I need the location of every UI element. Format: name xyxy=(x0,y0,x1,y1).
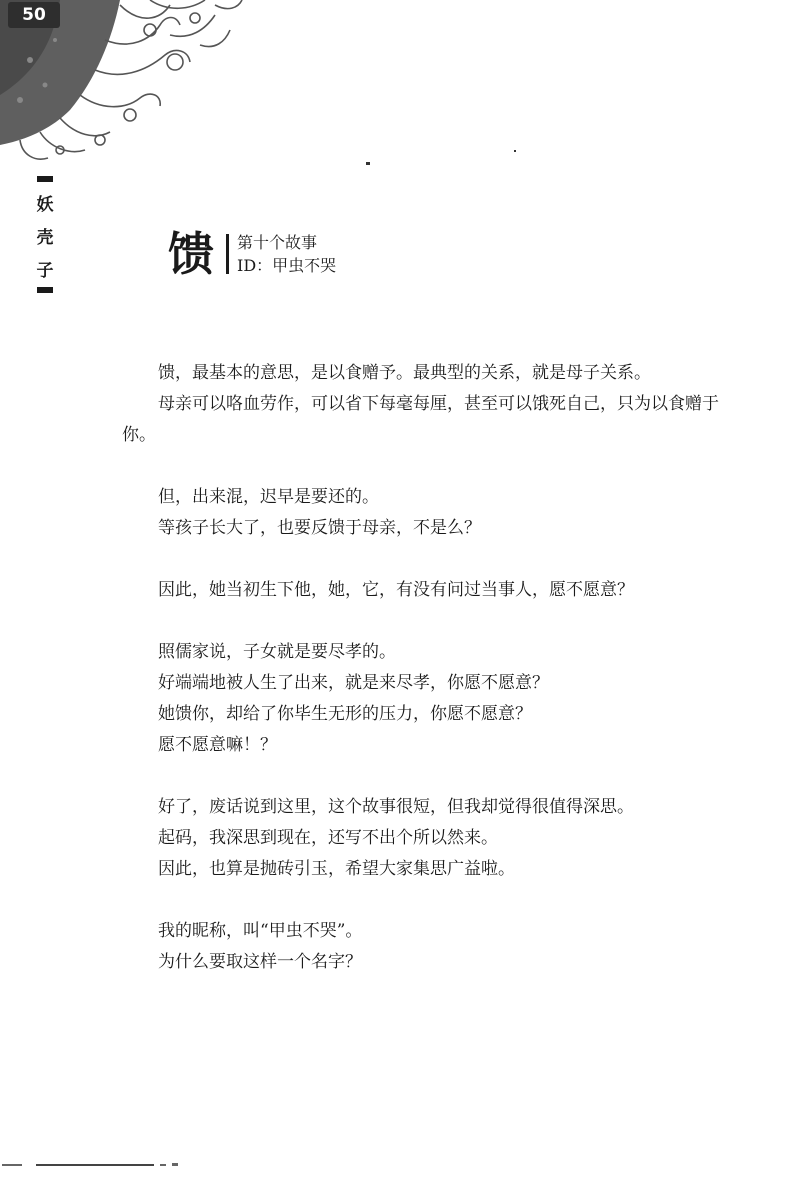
paragraph: 好了，废话说到这里，这个故事很短，但我却觉得很值得深思。 xyxy=(158,797,634,817)
paragraph: 为什么要取这样一个名字？ xyxy=(158,952,362,972)
paragraph: 起码，我深思到现在，还写不出个所以然来。 xyxy=(158,828,498,848)
paragraph: 等孩子长大了，也要反馈于母亲，不是么？ xyxy=(158,518,481,538)
print-speck xyxy=(366,162,370,165)
side-title-bottom-bar xyxy=(37,287,53,293)
chapter-header xyxy=(168,228,336,280)
page-number: 50 xyxy=(22,5,46,25)
side-title-char: 子 xyxy=(36,261,54,281)
paragraph: 馈，最基本的意思，是以食赠予。最典型的关系，就是母子关系。 xyxy=(158,363,651,383)
chapter-info xyxy=(237,231,336,277)
paragraph: 好端端地被人生了出来，就是来尽孝，你愿不愿意？ xyxy=(158,673,549,693)
print-speck xyxy=(514,150,516,152)
paragraph: 因此，也算是抛砖引玉，希望大家集思广益啦。 xyxy=(158,859,515,879)
side-title-char: 壳 xyxy=(36,228,54,248)
chapter-author-id: ID：甲虫不哭 xyxy=(237,256,337,275)
paragraph: 母亲可以咯血劳作，可以省下每毫每厘，甚至可以饿死自己，只为以食赠于你。 xyxy=(122,394,719,445)
paragraph: 我的昵称，叫“甲虫不哭”。 xyxy=(158,921,363,941)
paragraph: 她馈你，却给了你毕生无形的压力，你愿不愿意？ xyxy=(158,704,532,724)
footer-rule xyxy=(0,1160,200,1170)
paragraph: 愿不愿意嘛！？ xyxy=(158,735,277,755)
paragraph: 因此，她当初生下他，她，它，有没有问过当事人，愿不愿意？ xyxy=(158,580,634,600)
side-title-char: 妖 xyxy=(36,195,54,215)
paragraph: 照儒家说，子女就是要尽孝的。 xyxy=(158,642,396,662)
body-text xyxy=(122,358,722,978)
side-title-top-bar xyxy=(37,176,53,182)
chapter-title-char: 馈 xyxy=(168,227,214,281)
chapter-subtitle: 第十个故事 xyxy=(237,233,318,252)
side-running-title xyxy=(32,176,58,293)
paragraph: 但，出来混，迟早是要还的。 xyxy=(158,487,379,507)
chapter-divider xyxy=(226,234,229,274)
